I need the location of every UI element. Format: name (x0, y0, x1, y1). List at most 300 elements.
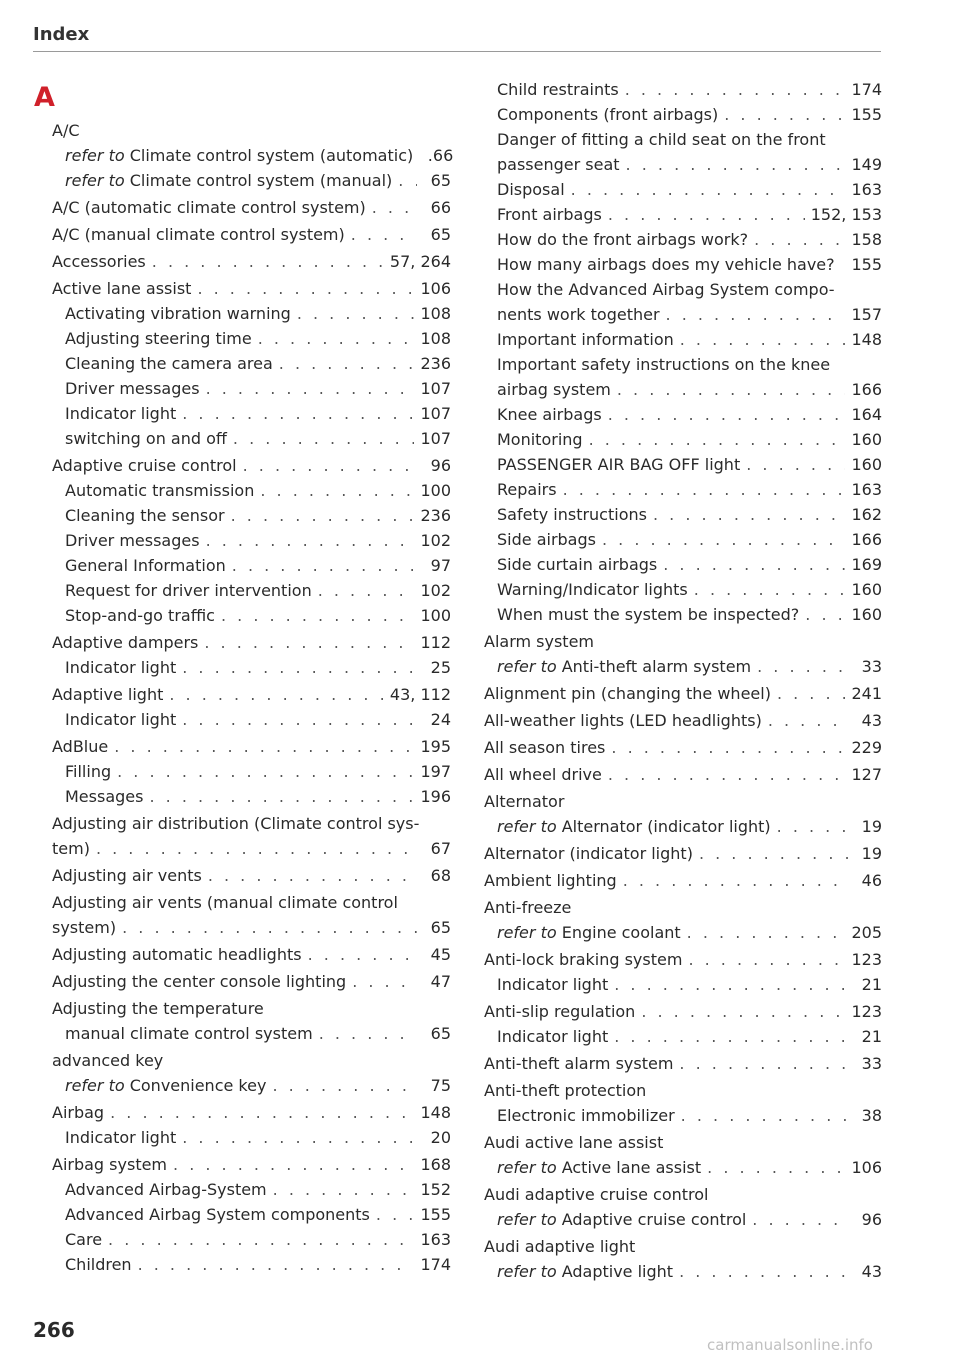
leader-dots (571, 177, 846, 202)
index-term-text: Indicator light (65, 710, 177, 729)
index-term-text: Adjusting air vents (52, 866, 202, 885)
index-entry (484, 577, 882, 602)
leader-dots (653, 502, 845, 527)
leader-dots (805, 602, 845, 627)
index-page-ref: 43, 112 (389, 685, 451, 704)
leader-dots (173, 1152, 414, 1177)
leader-dots (182, 401, 414, 426)
leader-dots (611, 735, 845, 760)
index-term (497, 577, 688, 602)
leader-dots (641, 999, 845, 1024)
index-page-ref: 21 (861, 1027, 882, 1046)
index-term-text: Audi active lane assist (484, 1133, 664, 1152)
index-term (497, 277, 835, 302)
index-entry (484, 1182, 882, 1207)
index-entry (52, 1021, 451, 1046)
index-term (65, 376, 200, 401)
index-entry (484, 352, 882, 377)
index-term-text: Knee airbags (497, 405, 602, 424)
refer-to-label: refer to (497, 657, 557, 676)
leader-dots (108, 1227, 414, 1252)
index-entry (52, 1125, 451, 1150)
index-entry (52, 682, 451, 707)
index-entry (484, 452, 882, 477)
index-entry (484, 895, 882, 920)
index-term-text: AdBlue (52, 737, 109, 756)
page-number: 266 (33, 1318, 75, 1342)
index-entry (484, 708, 882, 733)
index-entry (52, 942, 451, 967)
index-entry (484, 654, 882, 679)
leader-dots (602, 527, 845, 552)
index-term-text: Engine coolant (556, 923, 681, 942)
index-term-text: All wheel drive (484, 765, 602, 784)
index-term (52, 734, 108, 759)
index-page-ref: 19 (861, 844, 882, 863)
index-entry (52, 118, 451, 143)
index-page-ref: 24 (430, 710, 451, 729)
index-term (52, 915, 116, 940)
leader-dots (114, 734, 414, 759)
index-page-ref: 149 (851, 155, 882, 174)
index-term-text: Activating vibration warning (65, 304, 291, 323)
leader-dots (243, 453, 417, 478)
leader-dots (138, 1252, 415, 1277)
index-term-text: When must the system be inspected? (497, 605, 800, 624)
index-term-text: A/C (manual climate control system) (52, 225, 345, 244)
index-term-text: Monitoring (497, 430, 583, 449)
index-page-ref: 236 (420, 506, 451, 525)
index-entry (52, 655, 451, 680)
index-column-right (484, 77, 882, 1284)
index-page-ref: 155 (851, 105, 882, 124)
index-term (497, 1207, 746, 1232)
refer-to-label: refer to (497, 817, 557, 836)
index-term (65, 1021, 313, 1046)
index-entry (484, 77, 882, 102)
index-term-text: Child restraints (497, 80, 619, 99)
index-page-ref: 20 (430, 1128, 451, 1147)
index-term (484, 1130, 663, 1155)
index-entry (484, 1103, 882, 1128)
index-term (65, 478, 254, 503)
index-page-ref: 100 (420, 606, 451, 625)
index-term (497, 477, 557, 502)
index-page-ref: 164 (851, 405, 882, 424)
index-term (52, 1100, 104, 1125)
leader-dots (608, 202, 805, 227)
index-entry (52, 276, 451, 301)
leader-dots (679, 1259, 848, 1284)
leader-dots (398, 168, 417, 193)
index-term-text: Care (65, 1230, 103, 1249)
index-term (497, 1103, 675, 1128)
index-page-ref: 25 (430, 658, 451, 677)
index-term (484, 1078, 646, 1103)
index-term-text: Indicator light (65, 404, 177, 423)
index-term (497, 1155, 701, 1180)
index-term (65, 578, 312, 603)
index-term-text: Anti-lock braking system (484, 950, 683, 969)
index-entry (484, 1078, 882, 1103)
leader-dots (724, 102, 845, 127)
index-page-ref: 43 (861, 711, 882, 730)
index-page-ref: 107 (420, 429, 451, 448)
leader-dots (614, 1024, 848, 1049)
index-term (65, 1252, 132, 1277)
index-term-text: Anti-theft protection (484, 1081, 647, 1100)
index-page-ref: 57, 264 (389, 252, 451, 271)
leader-dots (777, 814, 848, 839)
index-term-text: Driver messages (65, 379, 200, 398)
index-entry (484, 102, 882, 127)
index-term-text: Climate control system (automatic) (124, 146, 414, 165)
index-term (65, 143, 413, 168)
leader-dots (297, 301, 415, 326)
leader-dots (232, 553, 417, 578)
index-entry (484, 762, 882, 787)
refer-to-label: refer to (497, 923, 557, 942)
index-term (52, 682, 163, 707)
index-entry (52, 478, 451, 503)
index-term (52, 890, 398, 915)
index-term-text: nents work together (497, 305, 660, 324)
index-term-text: Ambient lighting (484, 871, 617, 890)
index-term-text: Adjusting air vents (manual climate control (52, 893, 398, 912)
leader-dots (122, 915, 417, 940)
index-term-text: All-weather lights (LED headlights) (484, 711, 762, 730)
leader-dots (221, 603, 414, 628)
index-term (497, 502, 647, 527)
leader-dots (681, 1103, 848, 1128)
index-term (65, 1202, 370, 1227)
leader-dots (351, 222, 417, 247)
index-entry (52, 326, 451, 351)
index-entry (484, 972, 882, 997)
index-page-ref: .66 (427, 146, 454, 165)
index-page-ref: 43 (861, 1262, 882, 1281)
index-term-text: Anti-slip regulation (484, 1002, 636, 1021)
leader-dots (182, 655, 417, 680)
index-entry (52, 603, 451, 628)
index-term-text: Convenience key (124, 1076, 267, 1095)
refer-to-label: refer to (497, 1158, 557, 1177)
index-entry (52, 1073, 451, 1098)
index-term (484, 999, 635, 1024)
index-page-ref: 33 (861, 1054, 882, 1073)
index-term-text: Messages (65, 787, 144, 806)
index-term-text: Climate control system (manual) (124, 171, 393, 190)
index-term-text: Active lane assist (52, 279, 192, 298)
index-term-text: Active lane assist (556, 1158, 702, 1177)
index-term-text: Anti-theft alarm system (484, 1054, 674, 1073)
index-entry (484, 920, 882, 945)
leader-dots (617, 377, 846, 402)
index-term-text: Advanced Airbag-System (65, 1180, 267, 1199)
index-term-text: Safety instructions (497, 505, 647, 524)
leader-dots (688, 947, 845, 972)
leader-dots (589, 427, 846, 452)
index-page-ref: 160 (851, 455, 882, 474)
leader-dots (169, 682, 384, 707)
index-page-ref: 197 (420, 762, 451, 781)
index-term (484, 1051, 673, 1076)
index-entry (484, 735, 882, 760)
index-page-ref: 155 (420, 1205, 451, 1224)
index-term-text: Alarm system (484, 632, 595, 651)
index-entry (484, 327, 882, 352)
index-page-ref: 47 (430, 972, 451, 991)
leader-dots (625, 77, 846, 102)
index-term-text: Driver messages (65, 531, 200, 550)
leader-dots (273, 1177, 415, 1202)
index-term (497, 452, 740, 477)
leader-dots (197, 276, 414, 301)
index-term (65, 528, 200, 553)
index-entry (52, 301, 451, 326)
index-term (52, 630, 198, 655)
index-term-text: General Information (65, 556, 226, 575)
index-term-text: Front airbags (497, 205, 602, 224)
index-entry (484, 1207, 882, 1232)
index-term (484, 895, 571, 920)
index-term-text: Airbag system (52, 1155, 168, 1174)
index-page-ref: 174 (851, 80, 882, 99)
index-entry (52, 426, 451, 451)
index-term (65, 553, 226, 578)
index-entry (52, 759, 451, 784)
index-entry (52, 784, 451, 809)
index-term-text: manual climate control system (65, 1024, 313, 1043)
index-term-text: Side airbags (497, 530, 596, 549)
index-page-ref: 123 (851, 1002, 882, 1021)
index-term (52, 118, 80, 143)
index-entry (52, 1048, 451, 1073)
index-page-ref: 107 (420, 379, 451, 398)
index-term-text: Adjusting the center console lighting (52, 972, 347, 991)
leader-dots (182, 1125, 417, 1150)
index-entry (484, 402, 882, 427)
index-entry (52, 863, 451, 888)
index-term (52, 249, 146, 274)
refer-to-label: refer to (497, 1210, 557, 1229)
index-term (65, 401, 176, 426)
index-page-ref: 102 (420, 581, 451, 600)
leader-dots (679, 1051, 848, 1076)
index-entry (484, 202, 882, 227)
index-term (497, 552, 657, 577)
index-term (497, 102, 718, 127)
index-entry (52, 734, 451, 759)
index-page-ref: 65 (430, 171, 451, 190)
leader-dots (666, 302, 846, 327)
index-entry (484, 377, 882, 402)
index-entry (484, 152, 882, 177)
index-term (497, 127, 826, 152)
index-entry (484, 841, 882, 866)
index-entry (52, 1100, 451, 1125)
leader-dots (96, 836, 417, 861)
index-term-text: Important safety instructions on the knee (497, 355, 831, 374)
leader-dots (777, 681, 846, 706)
index-entry (52, 1202, 451, 1227)
leader-dots (680, 327, 846, 352)
index-entry (484, 1024, 882, 1049)
leader-dots (110, 1100, 414, 1125)
index-entry (484, 302, 882, 327)
index-page-ref: 166 (851, 530, 882, 549)
index-term-text: advanced key (52, 1051, 164, 1070)
leader-dots (152, 249, 384, 274)
index-term (52, 836, 90, 861)
index-term (65, 168, 392, 193)
index-column-left (52, 118, 454, 1277)
index-entry (484, 1051, 882, 1076)
index-entry (484, 629, 882, 654)
index-entry (52, 1227, 451, 1252)
index-term-text: Important information (497, 330, 674, 349)
index-entry (484, 177, 882, 202)
index-term-text: Alternator (indicator light) (484, 844, 693, 863)
index-entry (484, 427, 882, 452)
index-term-text: Disposal (497, 180, 565, 199)
index-entry (52, 890, 451, 915)
index-term (52, 1048, 163, 1073)
index-term-text: Indicator light (497, 1027, 609, 1046)
index-page-ref: 229 (851, 738, 882, 757)
index-term-text: Indicator light (65, 658, 177, 677)
index-page-ref: 158 (851, 230, 882, 249)
index-page-ref: 107 (420, 404, 451, 423)
index-entry (484, 814, 882, 839)
index-page-ref: 100 (420, 481, 451, 500)
index-term (52, 222, 345, 247)
index-term (484, 629, 594, 654)
index-page-ref: 96 (861, 1210, 882, 1229)
index-term-text: Adaptive dampers (52, 633, 199, 652)
index-page-ref: 46 (861, 871, 882, 890)
leader-dots (117, 759, 414, 784)
leader-dots (208, 863, 417, 888)
index-term-text: Children (65, 1255, 132, 1274)
page-header-title: Index (33, 24, 90, 45)
index-entry (484, 277, 882, 302)
section-letter: A (34, 82, 55, 113)
index-term-text: Filling (65, 762, 112, 781)
leader-dots (372, 195, 417, 220)
index-term-text: Adjusting the temperature (52, 999, 264, 1018)
index-page-ref: 174 (420, 1255, 451, 1274)
index-term (497, 352, 830, 377)
index-term-text: Stop-and-go traffic (65, 606, 215, 625)
index-page-ref: 160 (851, 605, 882, 624)
index-term-text: Accessories (52, 252, 146, 271)
index-term (497, 402, 602, 427)
index-term-text: Cleaning the sensor (65, 506, 225, 525)
index-term-text: Components (front airbags) (497, 105, 719, 124)
index-entry (52, 578, 451, 603)
index-entry (52, 143, 454, 168)
index-page-ref: 45 (430, 945, 451, 964)
leader-dots (279, 351, 415, 376)
leader-dots (694, 577, 846, 602)
index-term-text: Adaptive cruise control (52, 456, 237, 475)
index-term (497, 152, 620, 177)
index-page-ref: 163 (851, 180, 882, 199)
index-entry (484, 789, 882, 814)
refer-to-label: refer to (65, 1076, 125, 1095)
index-term (52, 1152, 167, 1177)
index-entry (52, 351, 451, 376)
index-page-ref: 195 (420, 737, 451, 756)
index-term-text: Danger of fitting a child seat on the front (497, 130, 826, 149)
index-entry (52, 528, 451, 553)
index-term-text: system) (52, 918, 117, 937)
index-term-text: Adjusting automatic headlights (52, 945, 302, 964)
index-term (497, 972, 608, 997)
index-term-text: Request for driver intervention (65, 581, 312, 600)
leader-dots (768, 708, 848, 733)
index-page-ref: 166 (851, 380, 882, 399)
index-page-ref: 155 (851, 255, 882, 274)
leader-dots (206, 528, 415, 553)
header-divider (33, 51, 881, 52)
leader-dots (258, 326, 415, 351)
index-term (497, 920, 681, 945)
index-entry (52, 401, 451, 426)
index-entry (484, 252, 882, 277)
index-page-ref: 106 (420, 279, 451, 298)
index-page-ref: 67 (430, 839, 451, 858)
index-entry (52, 707, 451, 732)
index-entry (52, 1252, 451, 1277)
index-entry (484, 227, 882, 252)
leader-dots (626, 152, 846, 177)
index-page-ref: 68 (430, 866, 451, 885)
index-term-text: Advanced Airbag System components (65, 1205, 370, 1224)
index-term-text: Adjusting air distribution (Climate control sys- (52, 814, 420, 833)
index-entry (52, 836, 451, 861)
index-term (65, 1227, 102, 1252)
leader-dots (663, 552, 845, 577)
index-term (484, 708, 762, 733)
index-page-ref: 65 (430, 918, 451, 937)
index-term (484, 841, 693, 866)
index-term-text: Audi adaptive light (484, 1237, 636, 1256)
index-term (497, 377, 611, 402)
index-entry (484, 127, 882, 152)
index-term-text: Audi adaptive cruise control (484, 1185, 709, 1204)
index-page-ref: 162 (851, 505, 882, 524)
index-entry (484, 999, 882, 1024)
index-term-text: How do the front airbags work? (497, 230, 749, 249)
index-term (52, 276, 191, 301)
index-term-text: Adjusting steering time (65, 329, 252, 348)
leader-dots (563, 477, 846, 502)
leader-dots (754, 227, 845, 252)
index-page-ref: 148 (851, 330, 882, 349)
refer-to-label: refer to (497, 1262, 557, 1281)
index-term (65, 603, 215, 628)
index-entry (52, 376, 451, 401)
index-term-text: Anti-freeze (484, 898, 572, 917)
leader-dots (614, 972, 848, 997)
index-page-ref: 152 (420, 1180, 451, 1199)
index-page-ref: 97 (430, 556, 451, 575)
index-term (484, 1234, 635, 1259)
index-term (497, 814, 771, 839)
index-term-text: Repairs (497, 480, 557, 499)
